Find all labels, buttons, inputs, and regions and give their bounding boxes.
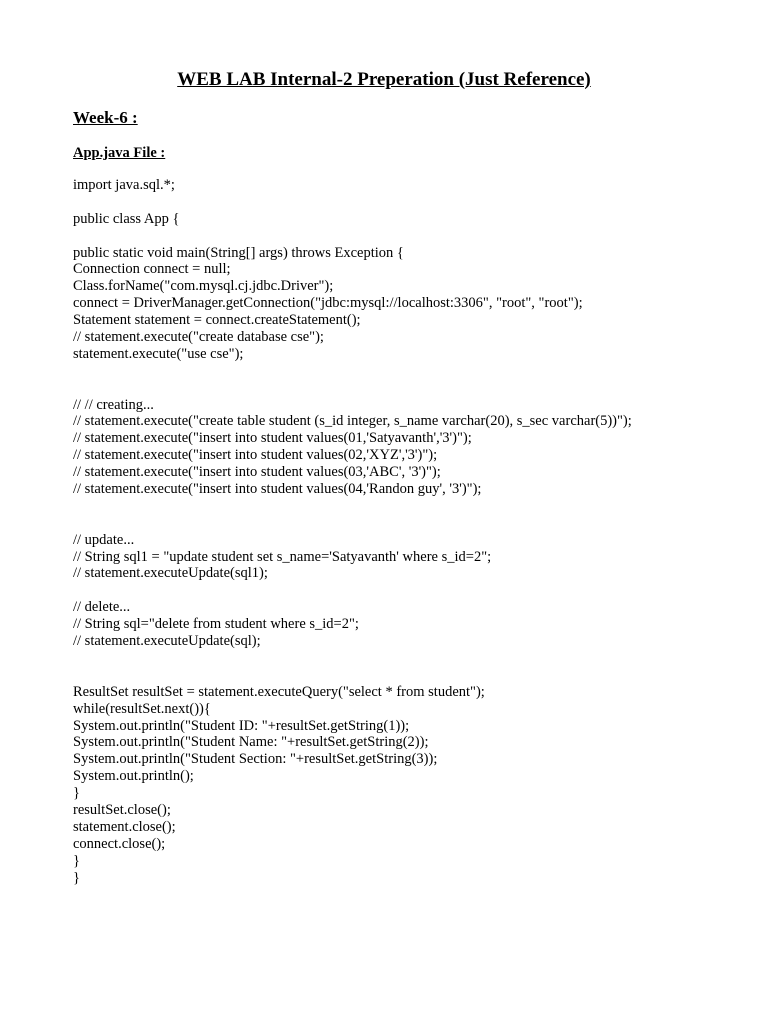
code-line: statement.execute("use cse");: [73, 345, 244, 362]
code-line: while(resultSet.next()){: [73, 700, 211, 717]
code-line: [73, 515, 753, 532]
code-line: System.out.println("Student ID: "+resultSet.getString(1));: [73, 717, 410, 734]
code-line: }: [73, 852, 80, 869]
code-line: System.out.println("Student Name: "+resultSet.getString(2));: [73, 734, 429, 751]
code-line: // statement.execute("create database cse");: [73, 329, 324, 346]
code-line: System.out.println("Student Section: "+resultSet.getString(3));: [73, 751, 438, 768]
code-line: // statement.execute("insert into student values(04,'Randon guy', '3')");: [73, 481, 482, 498]
code-line: public class App {: [73, 210, 180, 227]
code-block: [73, 177, 753, 886]
code-line: // // creating...: [73, 396, 154, 413]
code-line: // String sql="delete from student where s_id=2";: [73, 616, 359, 633]
code-line: // statement.execute("create table student (s_id integer, s_name varchar(20), s_sec varchar(5))");: [73, 413, 632, 430]
code-line: [73, 498, 753, 515]
file-heading: App.java File :: [73, 145, 166, 161]
code-line: [73, 650, 753, 667]
code-line: Class.forName("com.mysql.cj.jdbc.Driver");: [73, 278, 334, 295]
code-line: public static void main(String[] args) throws Exception {: [73, 244, 404, 261]
code-line: // statement.execute("insert into student values(03,'ABC', '3')");: [73, 464, 441, 481]
code-line: import java.sql.*;: [73, 177, 175, 193]
code-line: ResultSet resultSet = statement.executeQuery("select * from student");: [73, 683, 485, 700]
code-line: Connection connect = null;: [73, 261, 231, 278]
code-line: // update...: [73, 531, 135, 548]
code-line: [73, 363, 753, 380]
code-line: [73, 582, 753, 599]
code-line: [73, 228, 753, 245]
code-line: // statement.executeUpdate(sql);: [73, 633, 261, 650]
code-line: }: [73, 869, 80, 886]
code-line: }: [73, 785, 80, 802]
code-line: System.out.println();: [73, 768, 194, 785]
code-line: connect.close();: [73, 835, 166, 852]
code-line: statement.close();: [73, 818, 176, 835]
code-line: [73, 194, 753, 211]
code-line: [73, 380, 753, 397]
code-line: resultSet.close();: [73, 801, 171, 818]
code-line: connect = DriverManager.getConnection("jdbc:mysql://localhost:3306", "root", "root");: [73, 295, 583, 312]
code-line: // statement.execute("insert into student values(01,'Satyavanth','3')");: [73, 430, 472, 447]
document-title: WEB LAB Internal-2 Preperation (Just Reference): [177, 69, 591, 90]
code-line: // statement.execute("insert into student values(02,'XYZ','3')");: [73, 447, 438, 464]
week-heading: Week-6 :: [73, 108, 138, 127]
code-line: // delete...: [73, 599, 131, 616]
code-line: Statement statement = connect.createStatement();: [73, 312, 361, 329]
code-line: // statement.executeUpdate(sql1);: [73, 565, 268, 582]
code-line: [73, 667, 753, 684]
code-line: // String sql1 = "update student set s_name='Satyavanth' where s_id=2";: [73, 548, 492, 565]
